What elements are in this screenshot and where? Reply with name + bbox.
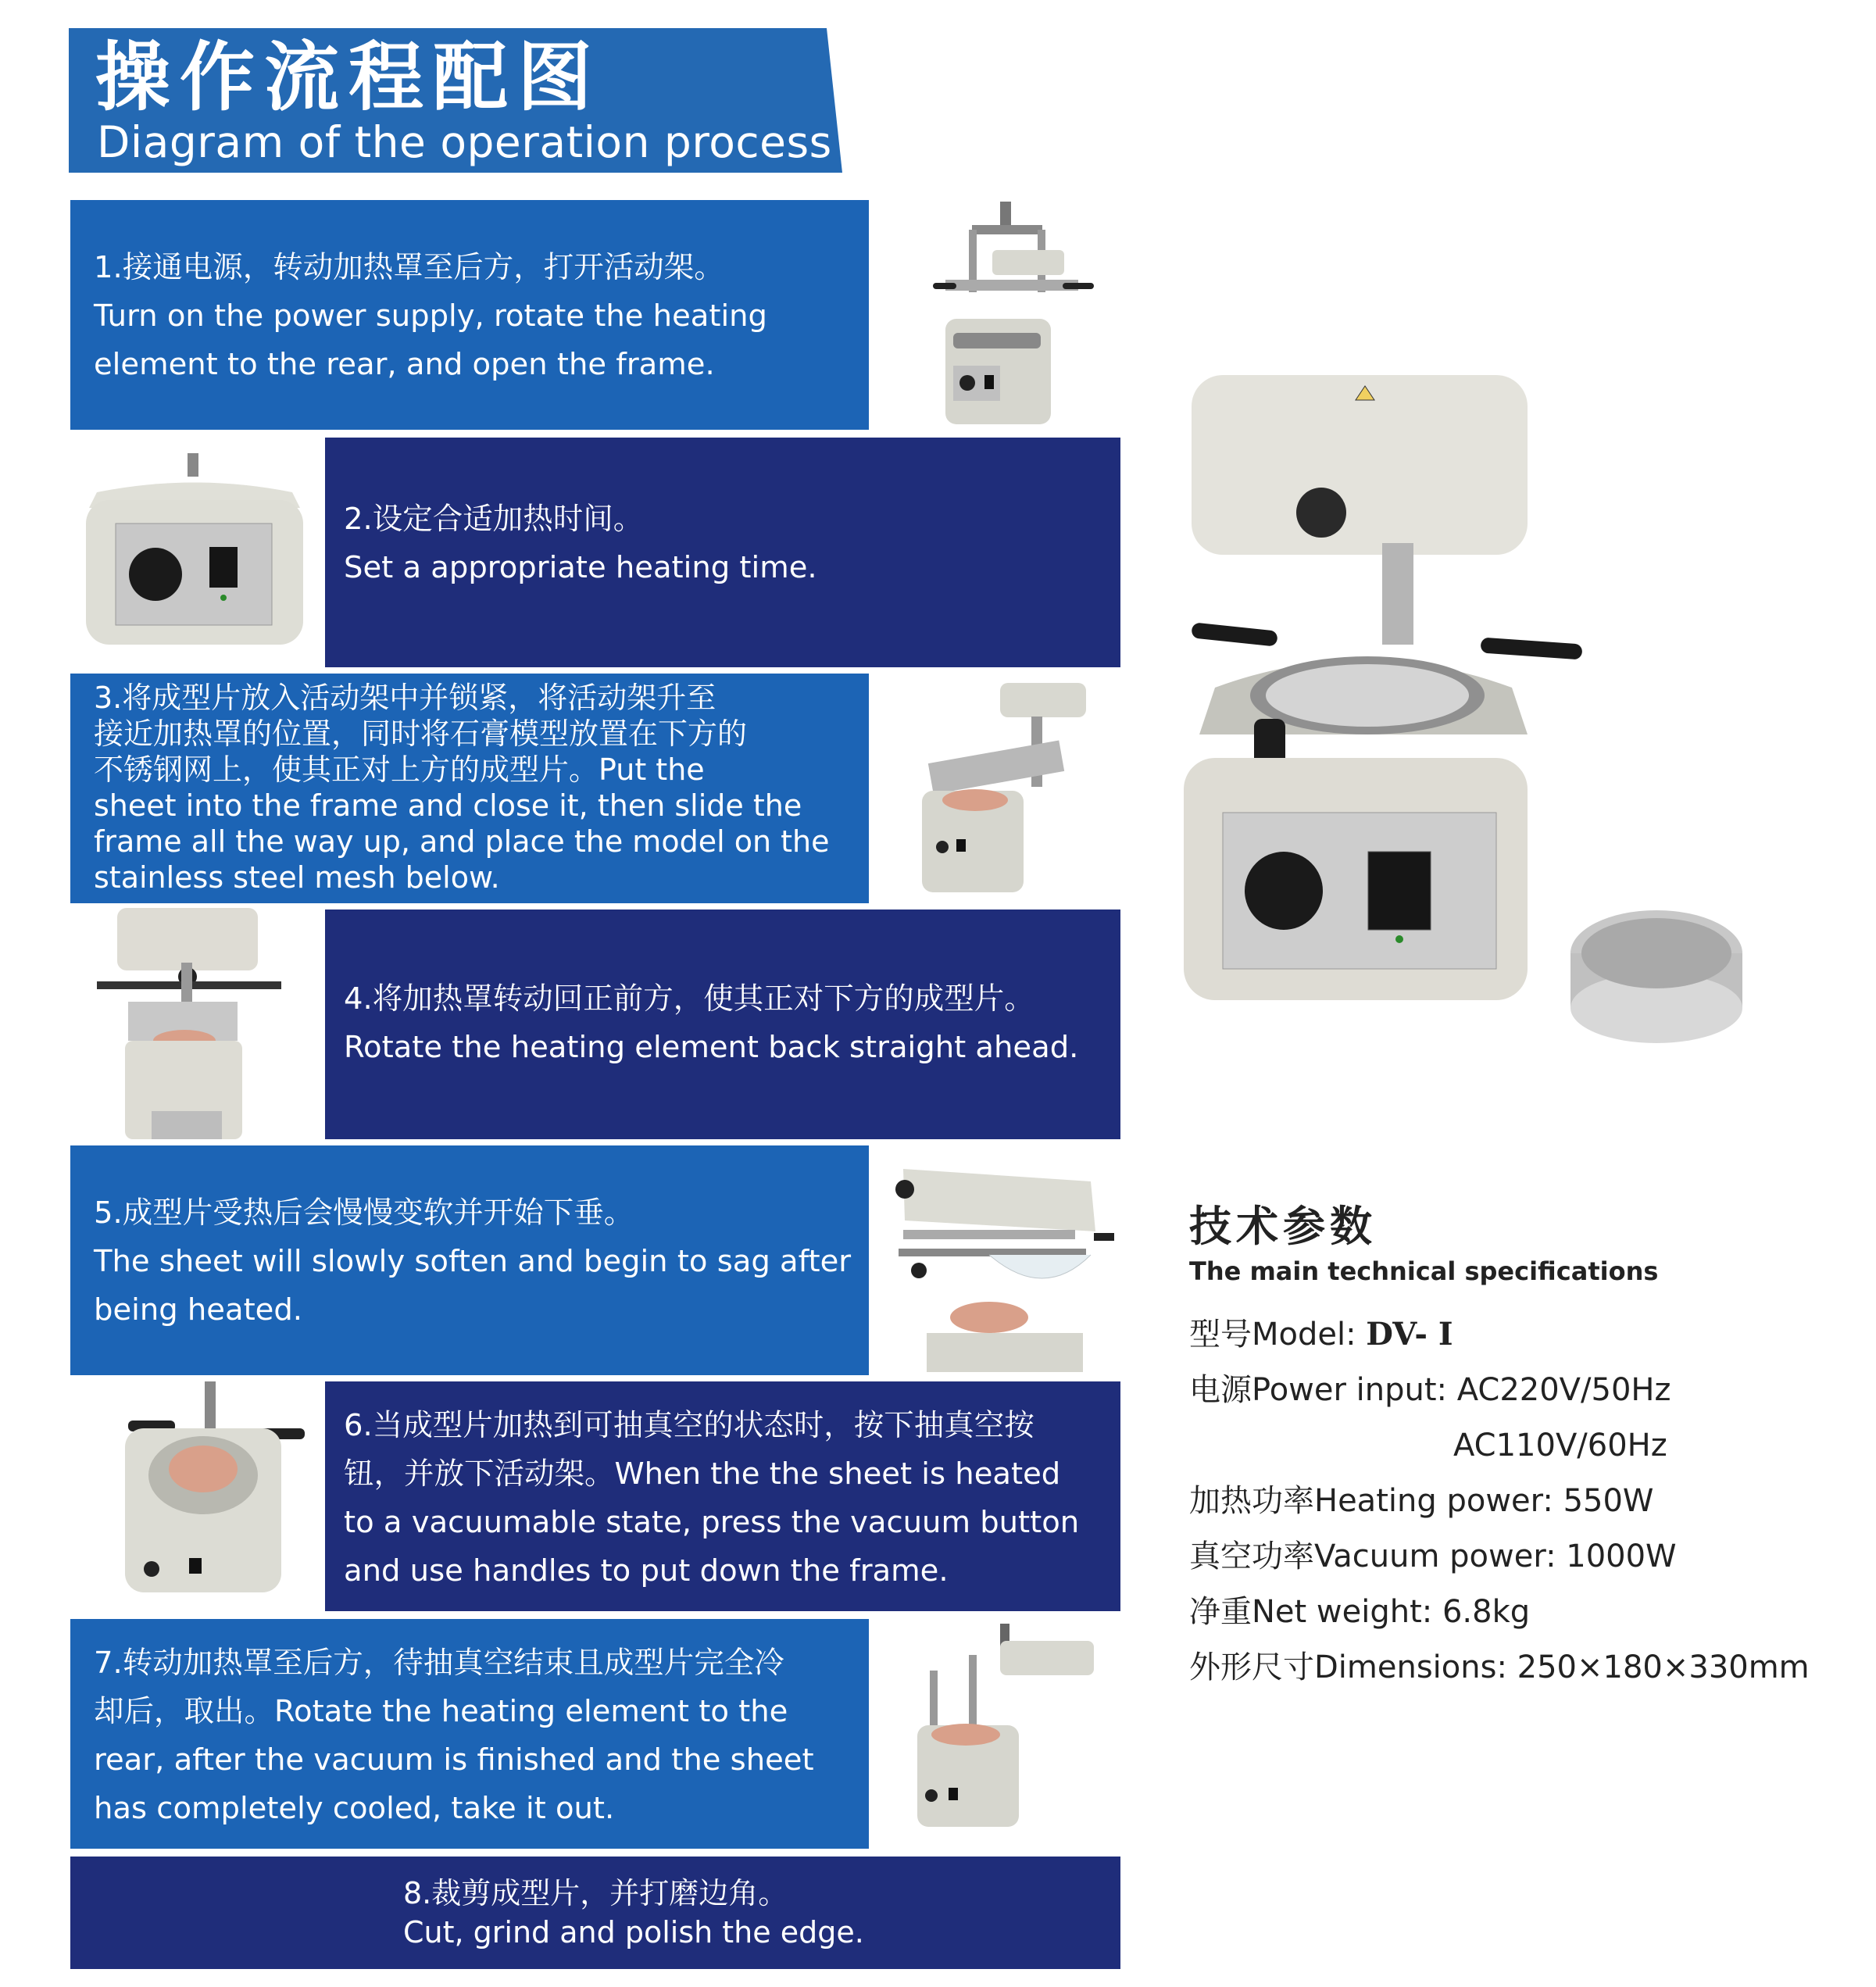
step-3-line: sheet into the frame and close it, then slide the (94, 788, 802, 823)
step-6-line: and use handles to put down the frame. (344, 1553, 949, 1589)
step-4-box (325, 910, 1120, 1139)
spec-model-value: DV- I (1366, 1316, 1453, 1353)
spec-heating-power: 加热功率Heating power: 550W (1189, 1483, 1654, 1519)
specs-title-en: The main technical specifications (1189, 1256, 1659, 1286)
step-5-machine-photo (888, 1153, 1122, 1372)
step-5-line: 5.成型片受热后会慢慢变软并开始下垂。 (94, 1195, 634, 1231)
spec-model-label: 型号Model: (1189, 1317, 1367, 1353)
step-8-line: 8.裁剪成型片，并打磨边角。 (403, 1876, 788, 1910)
step-7-line: rear, after the vacuum is finished and the sheet (94, 1742, 814, 1778)
spec-power-input-2: AC110V/60Hz (1453, 1428, 1667, 1463)
step-6-line: 6.当成型片加热到可抽真空的状态时，按下抽真空按 (344, 1408, 1034, 1443)
step-3-line: 不锈钢网上，使其正对上方的成型片。Put the (94, 752, 705, 787)
step-7-line: has completely cooled, take it out. (94, 1791, 615, 1826)
spec-power-input-1: 电源Power input: AC220V/50Hz (1189, 1372, 1671, 1408)
step-6-machine-photo (117, 1381, 313, 1592)
step-7-machine-photo (891, 1624, 1110, 1842)
specs-title-cn: 技术参数 (1189, 1202, 1377, 1251)
step-2-line: Set a appropriate heating time. (344, 550, 817, 585)
step-6-box (325, 1381, 1120, 1611)
spec-vacuum-power: 真空功率Vacuum power: 1000W (1189, 1538, 1677, 1574)
step-2-box (325, 438, 1120, 667)
step-3-line: stainless steel mesh below. (94, 860, 500, 895)
step-2-line: 2.设定合适加热时间。 (344, 502, 644, 537)
step-2-control-panel-photo (81, 453, 308, 652)
step-4-machine-photo (97, 908, 284, 1139)
step-1-line: element to the rear, and open the frame. (94, 347, 715, 382)
step-3-line: 3.将成型片放入活动架中并锁紧，将活动架升至 (94, 681, 716, 715)
page-title-cn: 操作流程配图 (95, 34, 602, 121)
step-4-line: 4.将加热罩转动回正前方，使其正对下方的成型片。 (344, 981, 1034, 1017)
vacuum-former-machine-photo (1184, 375, 1746, 1063)
step-3-machine-photo (914, 674, 1117, 908)
step-7-line: 7.转动加热罩至后方，待抽真空结束且成型片完全冷 (94, 1646, 784, 1681)
step-6-line: 钮，并放下活动架。When the the sheet is heated (344, 1456, 1061, 1492)
step-5-line: The sheet will slowly soften and begin to sag after (94, 1244, 852, 1279)
step-3-line: frame all the way up, and place the model on the (94, 824, 830, 859)
step-7-box (70, 1619, 869, 1849)
step-8-box (70, 1857, 1120, 1969)
spec-dimensions: 外形尺寸Dimensions: 250×180×330mm (1189, 1649, 1810, 1685)
step-3-box (70, 674, 869, 903)
step-5-line: being heated. (94, 1292, 303, 1328)
spec-net-weight: 净重Net weight: 6.8kg (1189, 1594, 1531, 1630)
step-7-line: 却后，取出。Rotate the heating element to the (94, 1694, 788, 1729)
step-1-machine-photo (922, 202, 1110, 428)
step-6-line: to a vacuumable state, press the vacuum button (344, 1505, 1080, 1540)
spec-model (1189, 1314, 1453, 1355)
step-1-box (70, 200, 869, 430)
step-4-line: Rotate the heating element back straight ahead. (344, 1030, 1079, 1065)
page-title-en: Diagram of the operation process (97, 117, 832, 167)
step-1-line: Turn on the power supply, rotate the heating (94, 298, 767, 334)
step-5-box (70, 1145, 869, 1375)
step-1-line: 1.接通电源，转动加热罩至后方，打开活动架。 (94, 250, 724, 285)
step-8-line: Cut, grind and polish the edge. (403, 1915, 864, 1949)
step-3-line: 接近加热罩的位置，同时将石膏模型放置在下方的 (94, 717, 748, 751)
